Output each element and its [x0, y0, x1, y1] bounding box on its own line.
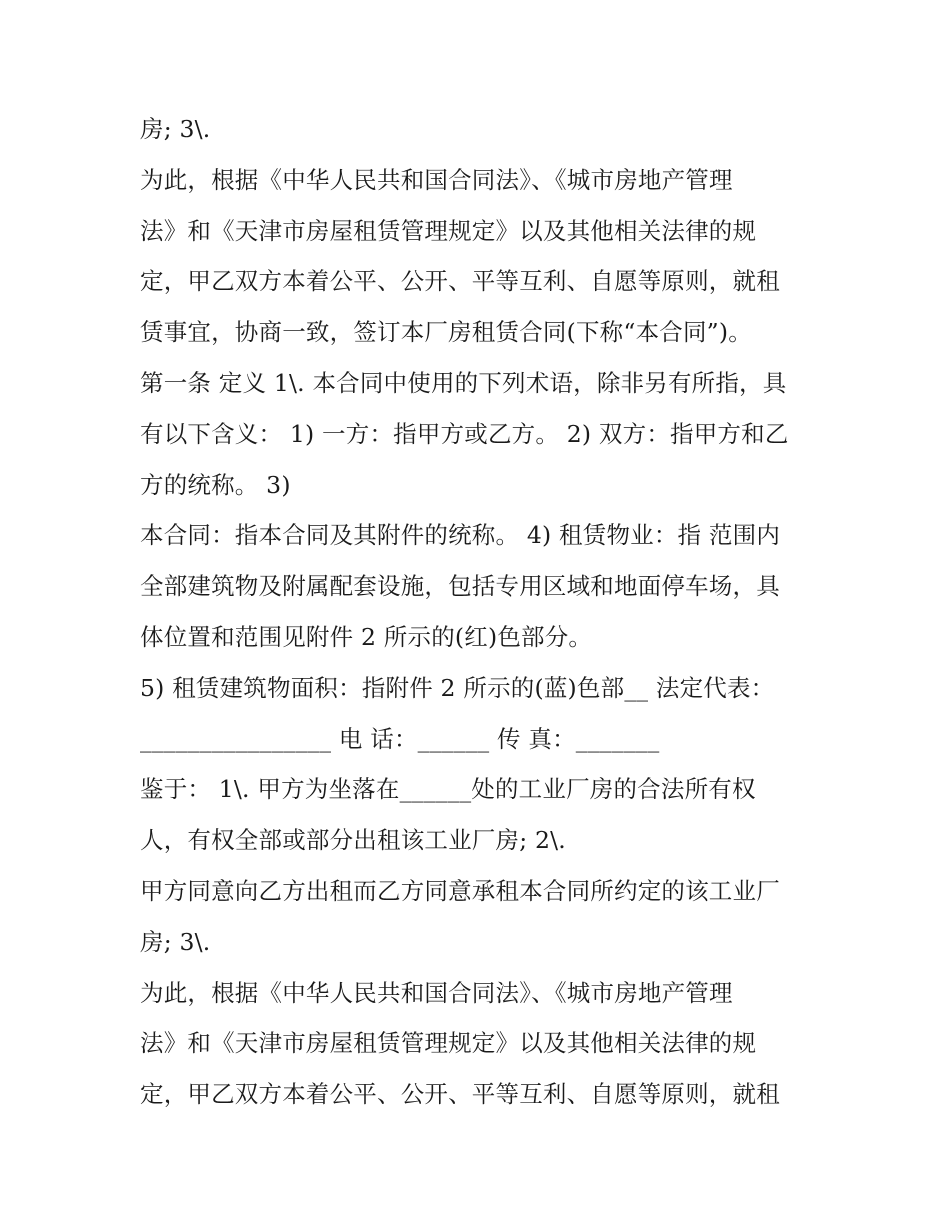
text-line: 方的统称。 3)	[140, 470, 291, 499]
contract-text	[140, 104, 840, 1120]
text-line: 为此，根据《中华人民共和国合同法》、《城市房地产管理	[140, 165, 733, 194]
text-line: 鉴于： 1\. 甲方为坐落在______处的工业厂房的合法所有权	[140, 775, 756, 804]
text-line: 甲方同意向乙方出租而乙方同意承租本合同所约定的该工业厂	[140, 876, 780, 905]
text-line: 本合同：指本合同及其附件的统称。 4) 租赁物业：指 范围内	[140, 521, 781, 550]
text-line: 定，甲乙双方本着公平、公开、平等互利、自愿等原则，就租	[140, 1080, 780, 1109]
text-line: 法》和《天津市房屋租赁管理规定》以及其他相关法律的规	[140, 1029, 757, 1058]
text-line: 第一条 定义 1\. 本合同中使用的下列术语，除非另有所指，具	[140, 368, 787, 397]
text-line: 法》和《天津市房屋租赁管理规定》以及其他相关法律的规	[140, 216, 757, 245]
text-line: 人，有权全部或部分出租该工业厂房; 2\.	[140, 826, 566, 855]
text-line: 全部建筑物及附属配套设施，包括专用区域和地面停车场，具	[140, 572, 780, 601]
text-line: 为此，根据《中华人民共和国合同法》、《城市房地产管理	[140, 978, 733, 1007]
text-line: 5) 租赁建筑物面积：指附件 2 所示的(蓝)色部__ 法定代表：	[140, 673, 775, 702]
text-line: 有以下含义： 1) 一方：指甲方或乙方。 2) 双方：指甲方和乙	[140, 419, 789, 448]
text-line: 定，甲乙双方本着公平、公开、平等互利、自愿等原则，就租	[140, 267, 780, 296]
text-line: 房; 3\.	[140, 115, 211, 143]
text-line: 赁事宜，协商一致，签订本厂房租赁合同(下称“本合同”)。	[140, 318, 752, 347]
text-line: 体位置和范围见附件 2 所示的(红)色部分。	[140, 622, 593, 651]
text-line: 房; 3\.	[140, 927, 211, 956]
text-line: ________________ 电 话：______ 传 真：_______	[140, 724, 660, 753]
